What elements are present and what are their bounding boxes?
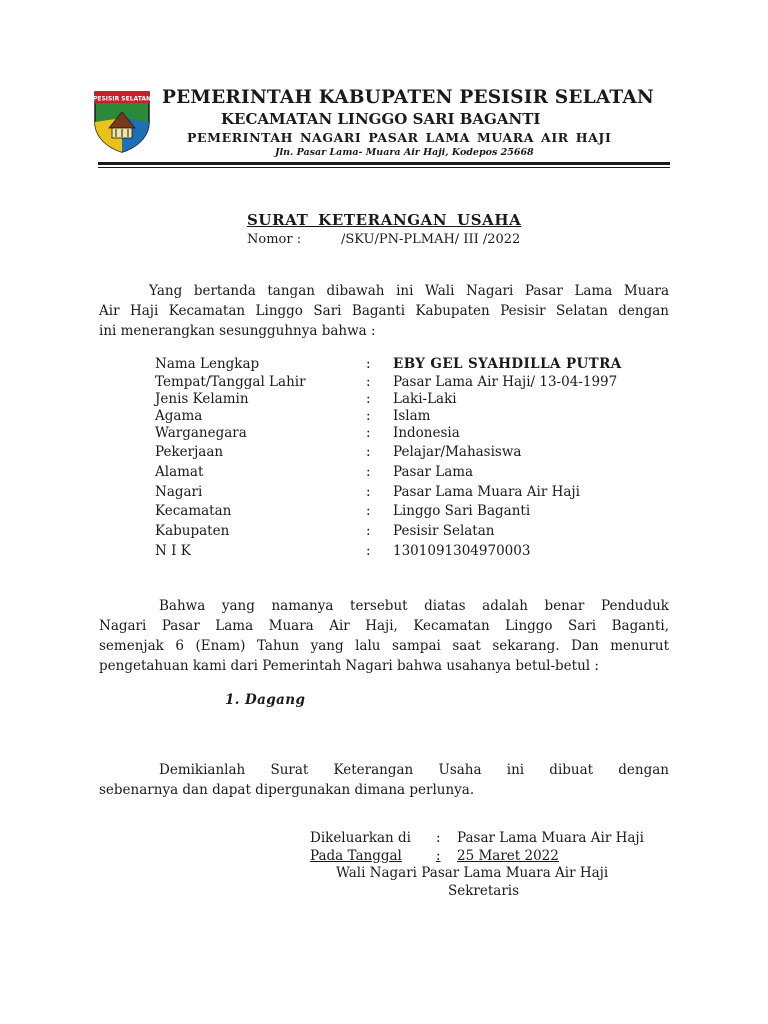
field-row-name <box>155 356 675 376</box>
body-line: Nagari Pasar Lama Muara Air Haji, Kecamatan Linggo Sari Baganti, <box>99 618 669 634</box>
date-value: 25 Maret 2022 <box>457 848 559 864</box>
field-row-village <box>155 484 675 504</box>
field-value: Pasar Lama Air Haji/ 13-04-1997 <box>393 374 618 390</box>
body-line: Bahwa yang namanya tersebut diatas adalah benar Penduduk <box>159 598 669 614</box>
field-row-address <box>155 464 675 484</box>
issued-label: Dikeluarkan di <box>310 830 411 846</box>
field-value: Pelajar/Mahasiswa <box>393 444 522 460</box>
field-value: Islam <box>393 408 431 424</box>
letterhead-district: KECAMATAN LINGGO SARI BAGANTI <box>221 110 541 128</box>
letterhead-village: PEMERINTAH NAGARI PASAR LAMA MUARA AIR HAJI <box>187 130 612 145</box>
field-label: Nama Lengkap <box>155 356 260 372</box>
field-colon: : <box>366 444 371 460</box>
body-line: semenjak 6 (Enam) Tahun yang lalu sampai saat sekarang. Dan menurut <box>99 638 669 654</box>
field-row-regency <box>155 523 675 543</box>
field-value: 1301091304970003 <box>393 543 531 559</box>
issued-value: Pasar Lama Muara Air Haji <box>457 830 644 846</box>
logo-text: PESISIR SELATAN <box>92 95 152 103</box>
body-paragraph <box>99 596 669 676</box>
field-row-nik <box>155 543 675 563</box>
intro-paragraph <box>99 281 669 341</box>
issued-colon: : <box>436 830 441 846</box>
closing-line: sebenarnya dan dapat dipergunakan dimana perlunya. <box>99 782 475 798</box>
body-line: pengetahuan kami dari Pemerintah Nagari bahwa usahanya betul-betul : <box>99 658 599 674</box>
field-row-district <box>155 503 675 523</box>
field-value: EBY GEL SYAHDILLA PUTRA <box>393 356 622 372</box>
closing-line: Demikianlah Surat Keterangan Usaha ini dibuat dengan <box>159 762 669 778</box>
field-row-citizenship <box>155 425 675 445</box>
field-label: Kabupaten <box>155 523 230 539</box>
intro-line: ini menerangkan sesungguhnya bahwa : <box>99 323 376 339</box>
field-colon: : <box>366 356 371 372</box>
field-label: Tempat/Tanggal Lahir <box>155 374 306 390</box>
field-label: Nagari <box>155 484 203 500</box>
letterhead-rule-thin <box>98 167 670 168</box>
closing-paragraph <box>99 760 669 800</box>
letterhead-address: Jln. Pasar Lama- Muara Air Haji, Kodepos 25668 <box>275 147 534 158</box>
field-colon: : <box>366 425 371 441</box>
date-colon: : <box>436 848 441 864</box>
signatory-secretary: Sekretaris <box>448 883 520 899</box>
document-title: SURAT KETERANGAN USAHA <box>247 211 522 229</box>
field-label: N I K <box>155 543 191 559</box>
field-label: Warganegara <box>155 425 247 441</box>
field-colon: : <box>366 503 371 519</box>
field-colon: : <box>366 391 371 407</box>
number-label: Nomor : <box>247 232 302 247</box>
field-label: Agama <box>155 408 203 424</box>
field-value: Pesisir Selatan <box>393 523 495 539</box>
field-label: Alamat <box>155 464 204 480</box>
field-label: Kecamatan <box>155 503 232 519</box>
field-value: Pasar Lama Muara Air Haji <box>393 484 580 500</box>
date-label: Pada Tanggal <box>310 848 402 864</box>
field-colon: : <box>366 543 371 559</box>
field-colon: : <box>366 408 371 424</box>
field-colon: : <box>366 464 371 480</box>
field-colon: : <box>366 484 371 500</box>
signatory-position: Wali Nagari Pasar Lama Muara Air Haji <box>336 865 609 881</box>
field-value: Laki-Laki <box>393 391 457 407</box>
field-colon: : <box>366 374 371 390</box>
field-label: Pekerjaan <box>155 444 224 460</box>
field-value: Indonesia <box>393 425 460 441</box>
field-value: Linggo Sari Baganti <box>393 503 531 519</box>
business-item: 1. Dagang <box>225 692 306 708</box>
field-colon: : <box>366 523 371 539</box>
field-row-occupation <box>155 444 675 464</box>
intro-line: Air Haji Kecamatan Linggo Sari Baganti Kabupaten Pesisir Selatan dengan <box>99 303 669 319</box>
intro-line: Yang bertanda tangan dibawah ini Wali Nagari Pasar Lama Muara <box>149 283 669 299</box>
letterhead-rule-thick <box>98 162 670 165</box>
number-value: /SKU/PN-PLMAH/ III /2022 <box>341 232 521 247</box>
letterhead-regency: PEMERINTAH KABUPATEN PESISIR SELATAN <box>162 87 655 108</box>
field-value: Pasar Lama <box>393 464 474 480</box>
field-label: Jenis Kelamin <box>155 391 249 407</box>
regency-logo <box>89 88 155 154</box>
